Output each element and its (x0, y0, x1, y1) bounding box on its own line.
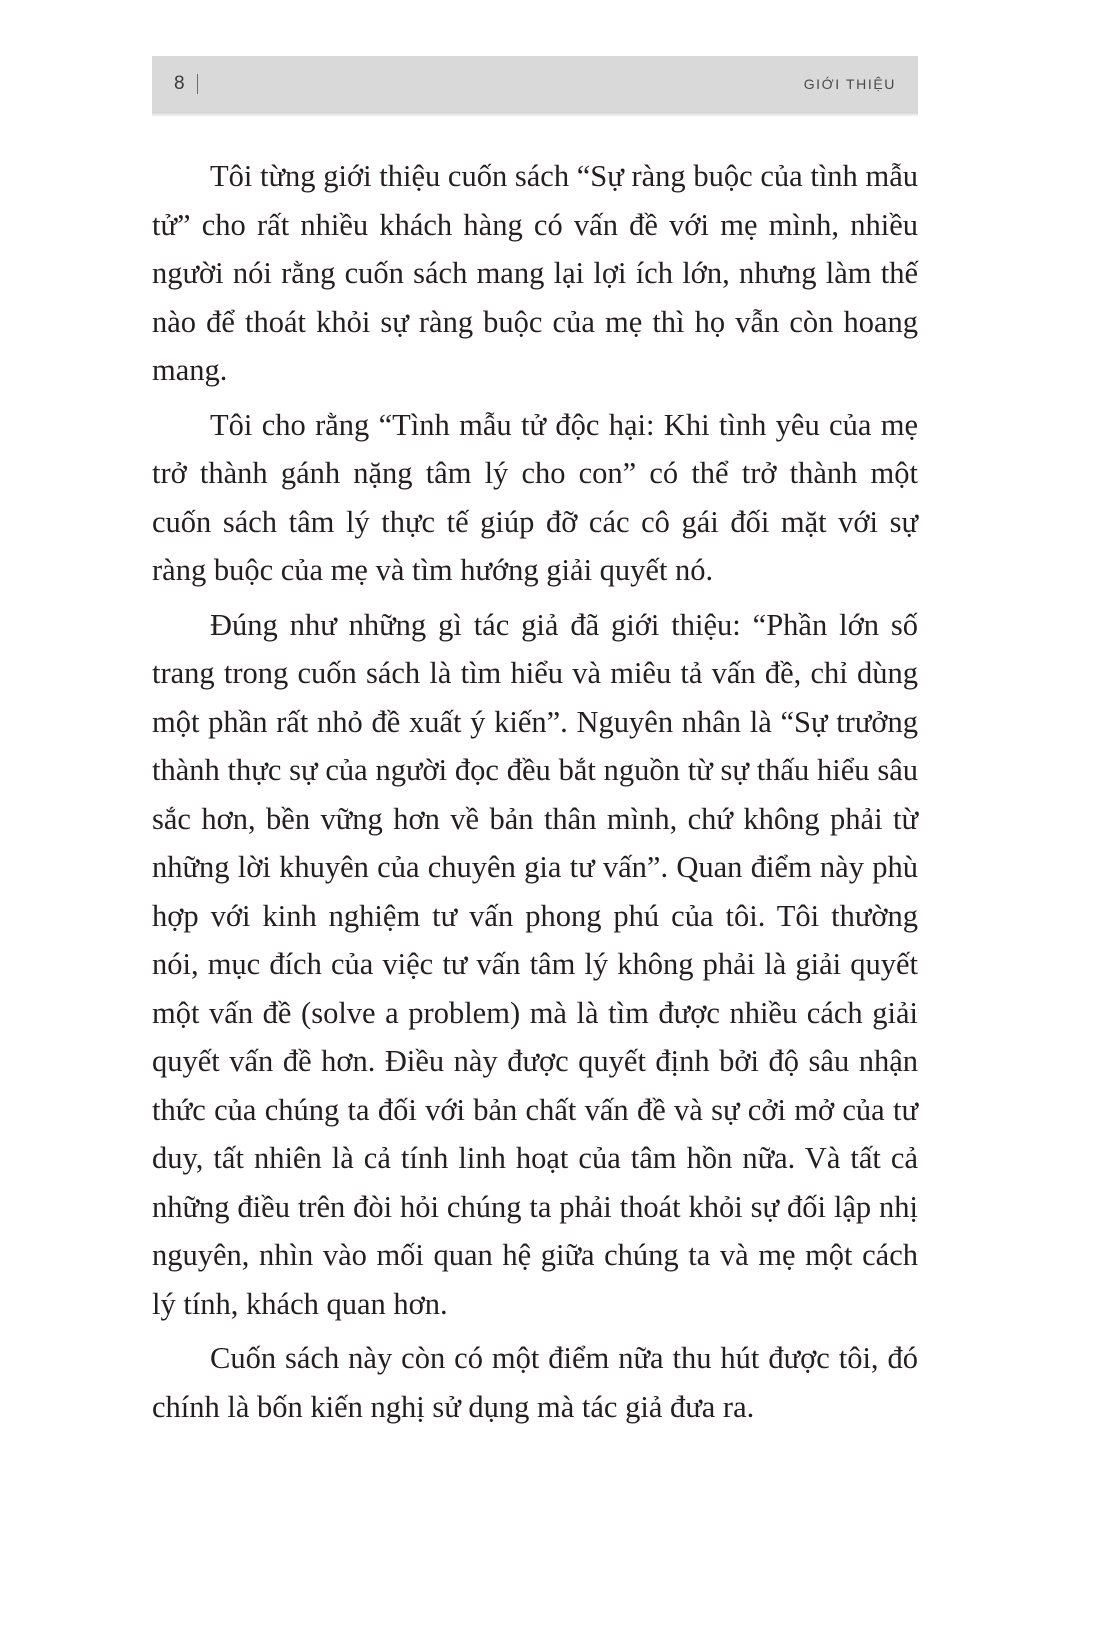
running-header (152, 56, 918, 112)
folio-divider-rule (197, 74, 198, 94)
paragraph: Tôi từng giới thiệu cuốn sách “Sự ràng buộc của tình mẫu tử” cho rất nhiều khách hàng có vấn đề với mẹ mình, nhiều người nói rằng cuốn sách mang lại lợi ích lớn, nhưng làm thế nào để thoát khỏi sự ràng buộc của mẹ thì họ vẫn còn hoang mang. (152, 159, 918, 387)
body-text (152, 152, 918, 1431)
paragraph: Cuốn sách này còn có một điểm nữa thu hút được tôi, đó chính là bốn kiến nghị sử dụng mà tác giả đưa ra. (152, 1341, 918, 1424)
page-folio (174, 73, 198, 95)
page-number: 8 (174, 73, 186, 94)
paragraph: Tôi cho rằng “Tình mẫu tử độc hại: Khi tình yêu của mẹ trở thành gánh nặng tâm lý cho con” có thể trở thành một cuốn sách tâm lý thực tế giúp đỡ các cô gái đối mặt với sự ràng buộc của mẹ và tìm hướng giải quyết nó. (152, 407, 918, 587)
header-shadow (152, 112, 918, 117)
paragraph: Đúng như những gì tác giả đã giới thiệu: “Phần lớn số trang trong cuốn sách là tìm hiểu và miêu tả vấn đề, chỉ dùng một phần rất nhỏ đề xuất ý kiến”. Nguyên nhân là “Sự trưởng thành thực sự của người đọc đều bắt nguồn từ sự thấu hiểu sâu sắc hơn, bền vững hơn về bản thân mình, chứ không phải từ những lời khuyên của chuyên gia tư vấn”. Quan điểm này phù hợp với kinh nghiệm tư vấn phong phú của tôi. Tôi thường nói, mục đích của việc tư vấn tâm lý không phải là giải quyết một vấn đề (solve a problem) mà là tìm được nhiều cách giải quyết vấn đề hơn. Điều này được quyết định bởi độ sâu nhận thức của chúng ta đối với bản chất vấn đề và sự cởi mở của tư duy, tất nhiên là cả tính linh hoạt của tâm hồn nữa. Và tất cả những điều trên đòi hỏi chúng ta phải thoát khỏi sự đối lập nhị nguyên, nhìn vào mối quan hệ giữa chúng ta và mẹ một cách lý tính, khách quan hơn. (152, 607, 918, 1321)
running-head-title: GIỚI THIỆU (803, 76, 896, 92)
